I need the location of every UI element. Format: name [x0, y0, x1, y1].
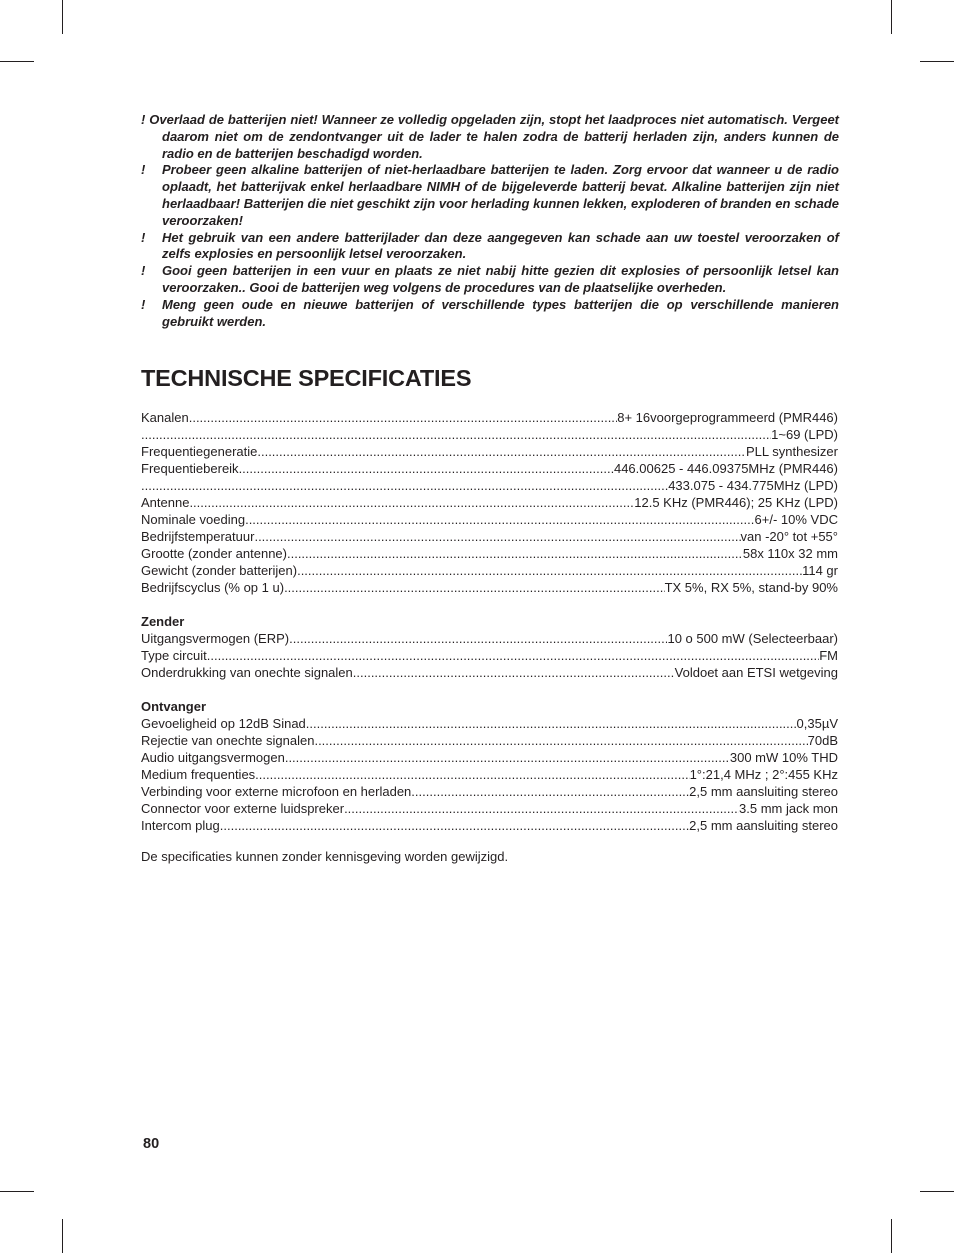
warning-item — [141, 230, 839, 264]
spec-value: PLL synthesizer — [745, 444, 838, 459]
warning-text: Gooi geen batterijen in een vuur en plaats ze niet nabij hitte gezien dit explosies of persoonlijk letsel kan veroorzaken.. Gooi de batterijen weg volgens de procedures van de plaatselijke overheden. — [162, 263, 839, 295]
spec-row — [141, 528, 838, 545]
warning-text: Meng geen oude en nieuwe batterijen of verschillende types batterijen die op verschillende manieren gebruikt werden. — [162, 296, 839, 329]
dot-leader — [306, 715, 797, 732]
spec-label: Nominale voeding — [141, 512, 246, 527]
spec-label: Onderdrukking van onechte signalen — [141, 665, 353, 680]
spec-row — [141, 477, 838, 494]
dot-leader — [284, 579, 665, 596]
spec-row — [141, 647, 838, 664]
section-heading-ontvanger: Ontvanger — [141, 699, 207, 714]
spec-row — [141, 715, 838, 732]
dot-leader — [141, 426, 771, 443]
spec-label: Uitgangsvermogen (ERP) — [141, 631, 290, 646]
spec-row — [141, 749, 838, 766]
spec-value: FM — [819, 648, 838, 663]
warning-item — [141, 263, 839, 297]
dot-leader — [245, 511, 754, 528]
crop-mark — [891, 1219, 892, 1253]
spec-value: 300 mW 10% THD — [729, 750, 838, 765]
crop-mark — [0, 61, 34, 62]
dot-leader — [287, 545, 743, 562]
spec-label: Audio uitgangsvermogen — [141, 750, 285, 765]
spec-list — [141, 409, 838, 834]
warning-mark: ! — [141, 162, 146, 178]
spec-label: Kanalen — [141, 410, 189, 425]
warning-mark: ! — [141, 229, 146, 245]
dot-leader — [189, 494, 634, 511]
spec-row — [141, 766, 838, 783]
dot-leader — [257, 443, 746, 460]
spec-value: van -20° tot +55° — [740, 529, 838, 544]
dot-leader — [289, 630, 667, 647]
spec-row — [141, 545, 838, 562]
disclaimer-note: De specificaties kunnen zonder kennisgeving worden gewijzigd. — [141, 849, 509, 864]
dot-leader — [189, 409, 618, 426]
warning-item — [141, 112, 839, 162]
warning-item — [141, 162, 839, 229]
dot-leader — [285, 749, 730, 766]
spec-value: 1~69 (LPD) — [771, 427, 838, 442]
dot-leader — [255, 766, 689, 783]
warning-text: Het gebruik van een andere batterijlader dan deze aangegeven kan schade aan uw toestel veroorzaken of zelfs explosies en persoonlijk letsel veroorzaken. — [162, 229, 839, 262]
spec-row — [141, 664, 838, 681]
page-number: 80 — [143, 1136, 160, 1152]
spec-value: 70dB — [807, 733, 838, 748]
spec-label: Verbinding voor externe microfoon en herladen — [141, 784, 412, 799]
dot-leader — [353, 664, 675, 681]
crop-mark — [62, 1219, 63, 1253]
spacer — [141, 596, 838, 613]
spec-row — [141, 443, 838, 460]
spec-row — [141, 817, 838, 834]
spec-label: Rejectie van onechte signalen — [141, 733, 315, 748]
spec-value: 433.075 - 434.775MHz (LPD) — [668, 478, 838, 493]
dot-leader — [141, 477, 668, 494]
spec-row — [141, 732, 838, 749]
spec-row — [141, 426, 838, 443]
warning-item — [141, 297, 839, 331]
dot-leader — [314, 732, 807, 749]
warning-text: Probeer geen alkaline batterijen of niet-herlaadbare batterijen te laden. Zorg ervoor dat wanneer u de radio oplaadt, het batterijvak enkel herlaadbare NIMH of de bijgeleverde batterij bevat. Alkaline batterijen zijn niet herlaadbaar! Batterijen die niet geschikt zijn voor herlading kunnen lekken, exploderen of branden en schade veroorzaken! — [162, 162, 839, 228]
spec-value: 0,35µV — [796, 716, 838, 731]
spec-label: Frequentiegeneratie — [141, 444, 258, 459]
dot-leader — [239, 460, 614, 477]
warning-mark: ! — [141, 112, 146, 127]
dot-leader — [207, 647, 819, 664]
spec-row — [141, 783, 838, 800]
warnings-list — [141, 112, 839, 330]
spec-row — [141, 630, 838, 647]
spec-value: Voldoet aan ETSI wetgeving — [674, 665, 838, 680]
spec-label: Bedrijfstemperatuur — [141, 529, 255, 544]
spec-label: Connector voor externe luidspreker — [141, 801, 345, 816]
spec-label: Frequentiebereik — [141, 461, 239, 476]
spec-value: 3.5 mm jack mon — [739, 801, 838, 816]
spec-label: Bedrijfscyclus (% op 1 u) — [141, 580, 285, 595]
spec-label: Medium frequenties — [141, 767, 256, 782]
dot-leader — [411, 783, 689, 800]
warning-mark: ! — [141, 296, 146, 312]
crop-mark — [62, 0, 63, 34]
spec-row — [141, 494, 838, 511]
spec-value: 2,5 mm aansluiting stereo — [689, 818, 838, 833]
spec-label: Grootte (zonder antenne) — [141, 546, 287, 561]
spec-value: 12.5 KHz (PMR446); 25 KHz (LPD) — [634, 495, 838, 510]
warning-text: Overlaad de batterijen niet! Wanneer ze volledig opgeladen zijn, stopt het laadproces niet automatisch. Vergeet daarom niet om de zendontvanger uit de lader te halen zodra de batterij herladen zijn, anders kunnen de radio en de batterijen beschadigd worden. — [149, 112, 839, 161]
spec-value: 446.00625 - 446.09375MHz (PMR446) — [613, 461, 838, 476]
spec-row — [141, 800, 838, 817]
crop-mark — [920, 61, 954, 62]
spec-label: Intercom plug — [141, 818, 220, 833]
crop-mark — [0, 1191, 34, 1192]
dot-leader — [344, 800, 739, 817]
crop-mark — [920, 1191, 954, 1192]
spec-row — [141, 409, 838, 426]
spec-label: Antenne — [141, 495, 190, 510]
spec-row — [141, 579, 838, 596]
spec-value: 58x 110x 32 mm — [742, 546, 838, 561]
spacer — [141, 681, 838, 698]
spec-value: 6+/- 10% VDC — [754, 512, 838, 527]
spec-row — [141, 562, 838, 579]
dot-leader — [220, 817, 689, 834]
spec-value: 10 o 500 mW (Selecteerbaar) — [667, 631, 838, 646]
spec-row — [141, 460, 838, 477]
spec-value: TX 5%, RX 5%, stand-by 90% — [664, 580, 838, 595]
spec-row — [141, 511, 838, 528]
spec-value: 2,5 mm aansluiting stereo — [689, 784, 838, 799]
spec-label: Type circuit — [141, 648, 207, 663]
crop-mark — [891, 0, 892, 34]
spec-value: 114 gr — [802, 563, 838, 578]
section-heading-zender: Zender — [141, 614, 185, 629]
spec-value: 1°:21,4 MHz ; 2°:455 KHz — [689, 767, 838, 782]
spec-label: Gevoeligheid op 12dB Sinad — [141, 716, 306, 731]
spec-label: Gewicht (zonder batterijen) — [141, 563, 298, 578]
dot-leader — [297, 562, 802, 579]
warning-mark: ! — [141, 263, 146, 279]
dot-leader — [254, 528, 740, 545]
page-title: TECHNISCHE SPECIFICATIES — [141, 365, 472, 391]
spec-value: 8+ 16voorgeprogrammeerd (PMR446) — [617, 410, 838, 425]
